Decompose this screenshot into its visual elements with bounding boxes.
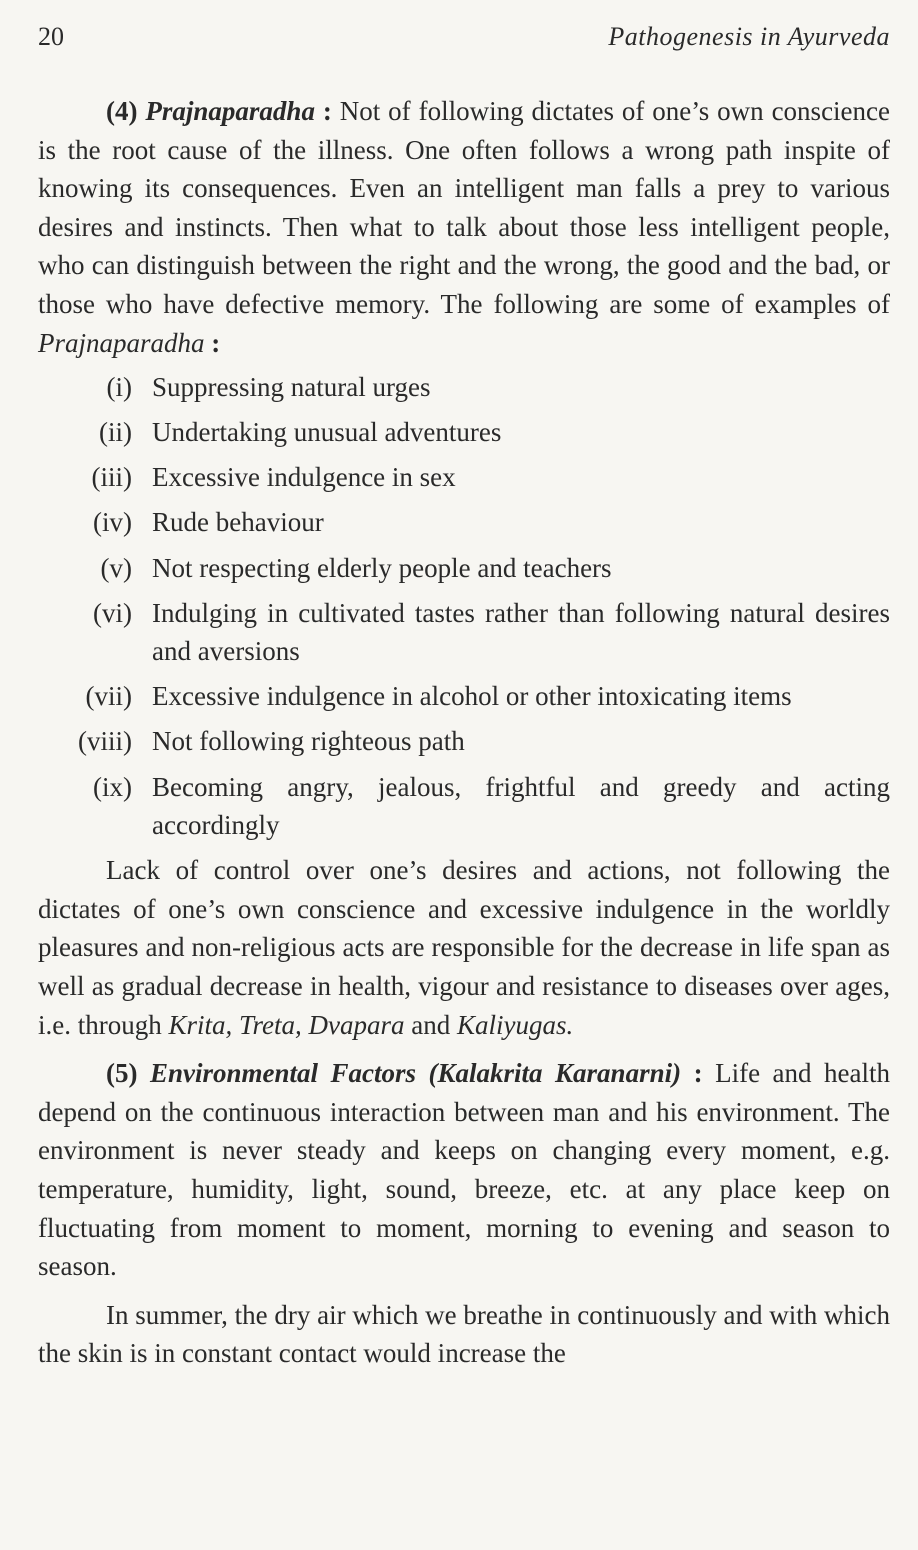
book-page <box>38 22 890 1373</box>
list-item <box>38 677 890 716</box>
summer-paragraph <box>38 1296 890 1373</box>
list-item-text: Suppressing natural urges <box>152 372 431 403</box>
list-item-text: Not following righteous path <box>152 726 465 757</box>
term-krita: Krita, <box>168 1009 233 1040</box>
list-item-number: (vii) <box>85 681 132 712</box>
list-item <box>38 768 890 845</box>
section-5-text: Life and health depend on the continuous interaction between man and his environment. The environment is never steady and keeps on changing every moment, e.g. temperature, humidity, light, sound, breeze, etc. at any place keep on fluctuating from moment to moment, morning to evening and season to season. <box>38 1058 891 1282</box>
list-item <box>38 722 890 761</box>
conjunction: and <box>404 1009 458 1040</box>
summer-paragraph-text: In summer, the dry air which we breathe in continuously and with which the skin is in constant contact would increase the <box>38 1299 890 1369</box>
list-item-text: Rude behaviour <box>152 507 324 538</box>
section-5-number: (5) <box>106 1058 138 1089</box>
list-item-number: (vi) <box>93 597 132 628</box>
list-item-text: Excessive indulgence in alcohol or other intoxicating items <box>152 681 792 712</box>
list-item <box>38 503 890 542</box>
section-4-colon: : <box>314 96 332 126</box>
list-item <box>38 458 890 497</box>
section-4-text: Not of following dictates of one’s own conscience is the root cause of the illness. One often follows a wrong path inspite of knowing its consequences. Even an intelligent man falls a prey to various desires and instincts. Then what to talk about those less intelligent people, who can distinguish between the right and the wrong, the good and the bad, or those who have defective memory. The following are some of examples of <box>38 96 891 319</box>
section-5-paragraph <box>38 1054 890 1286</box>
lack-paragraph-text: Lack of control over one’s desires and actions, not following the dictates of one’s own conscience and excessive indulgence in the worldly pleasures and non-religious acts are responsible for the decrease in life span as well as gradual decrease in health, vigour and resistance to diseases over ages, i.e. through <box>38 855 890 1040</box>
list-item-text: Becoming angry, jealous, frightful and greedy and acting accordingly <box>152 771 890 841</box>
section-4-paragraph <box>38 92 890 362</box>
prajnaparadha-examples-list <box>38 368 890 845</box>
list-item-text: Not respecting elderly people and teachers <box>152 552 612 583</box>
list-item <box>38 368 890 407</box>
list-item-number: (iv) <box>93 507 132 538</box>
list-item-number: (ix) <box>93 771 132 802</box>
list-item-number: (v) <box>100 552 132 583</box>
term-treta-dvapara: Treta, Dvapara <box>239 1009 405 1040</box>
page-number: 20 <box>38 22 64 51</box>
lack-of-control-paragraph <box>38 851 890 1044</box>
running-title: Pathogenesis in Ayurveda <box>608 22 890 51</box>
spacer <box>232 1010 239 1040</box>
list-item <box>38 549 890 588</box>
section-4-number: (4) <box>106 96 138 126</box>
section-4-term-end: Prajnaparadha <box>38 327 205 358</box>
list-item <box>38 413 890 452</box>
section-5-colon: : <box>681 1058 703 1089</box>
list-item-number: (viii) <box>78 726 132 757</box>
list-item-number: (ii) <box>99 417 132 448</box>
list-item-text: Indulging in cultivated tastes rather than following natural desires and aversions <box>152 597 890 667</box>
list-item <box>38 594 890 671</box>
list-item-number: (i) <box>106 372 132 403</box>
term-kaliyugas: Kaliyugas. <box>457 1009 574 1040</box>
section-4-term: Prajnaparadha <box>145 96 315 126</box>
section-4-end: : <box>204 327 221 358</box>
page-header <box>38 22 890 62</box>
list-item-number: (iii) <box>91 462 132 493</box>
list-item-text: Undertaking unusual adventures <box>152 417 502 448</box>
list-item-text: Excessive indulgence in sex <box>152 462 456 493</box>
section-5-term: Environmental Factors (Kalakrita Karanarni) <box>149 1058 682 1089</box>
